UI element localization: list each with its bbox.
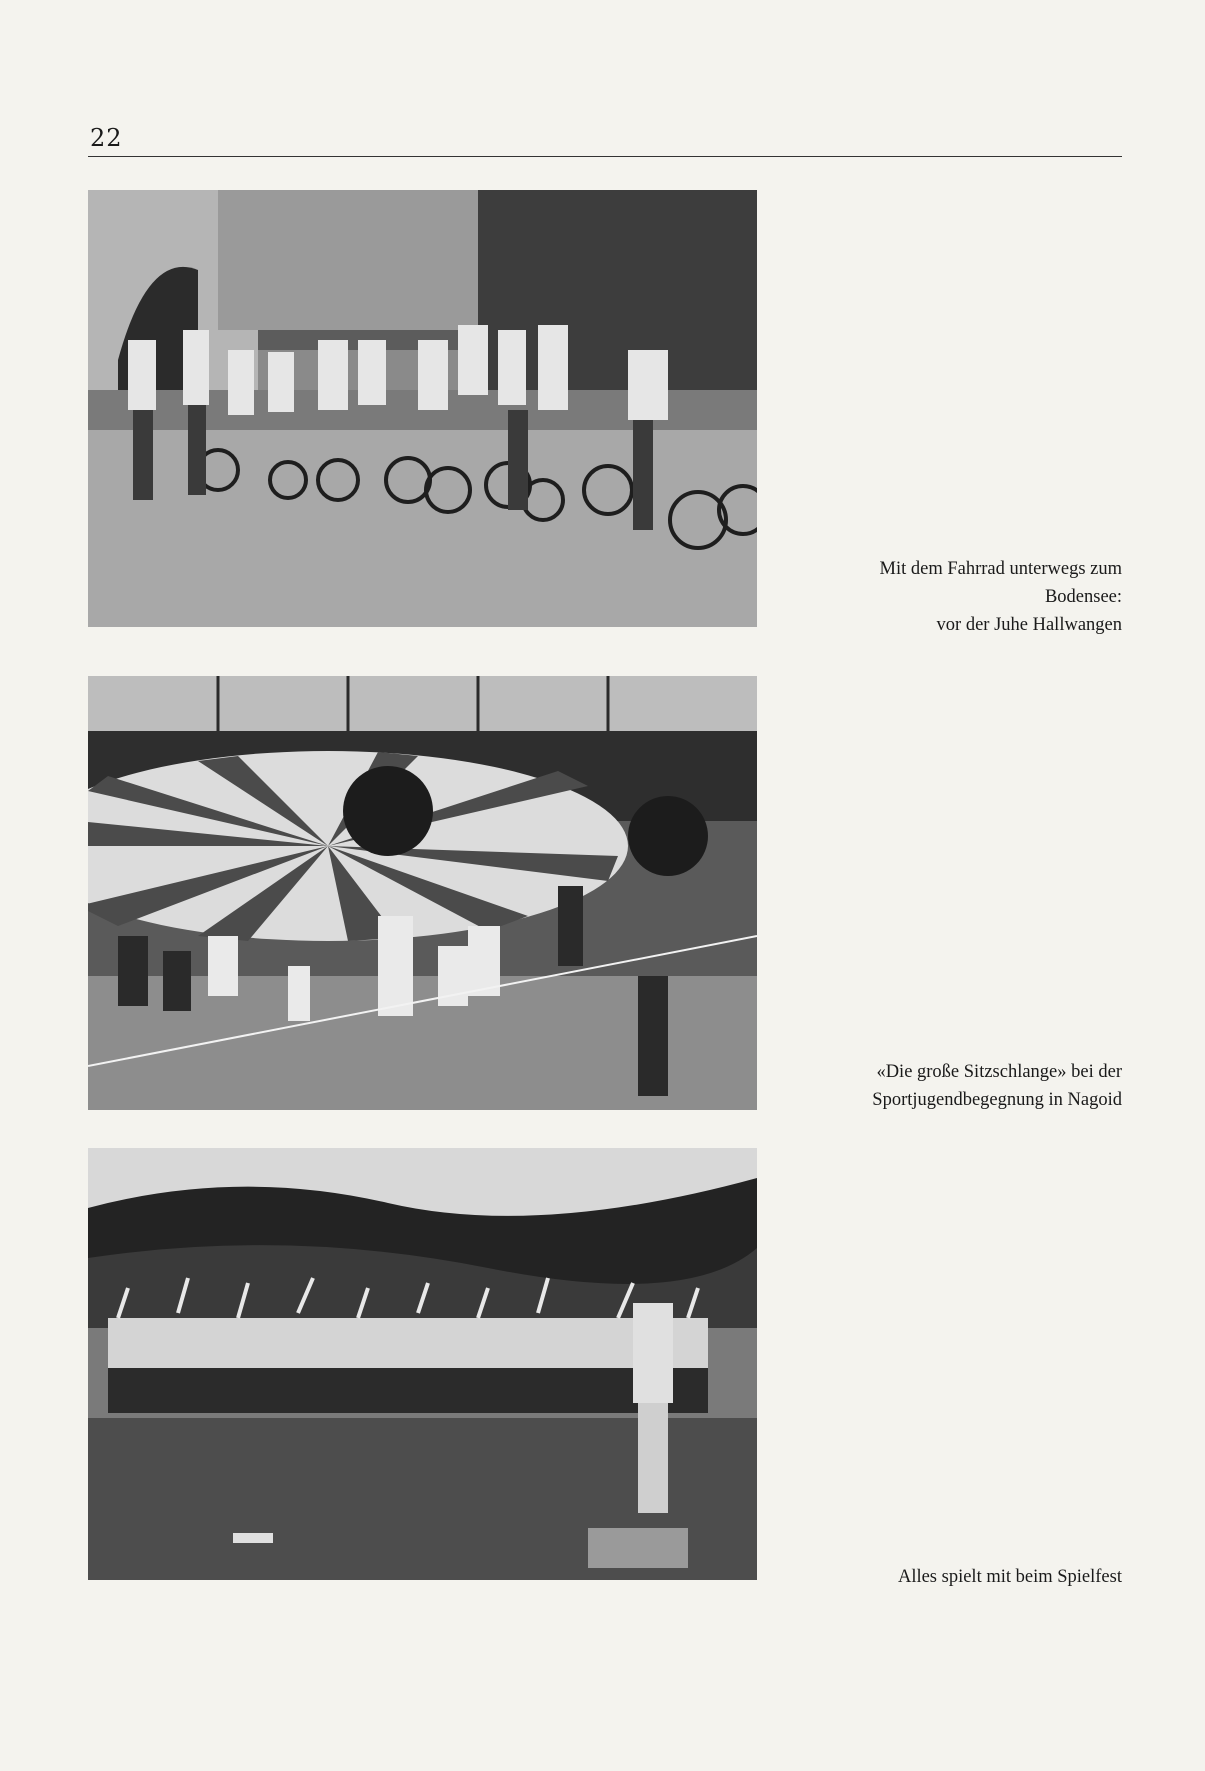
caption-line: Sportjugendbegegnung in Nagoid [872, 1090, 1122, 1110]
outdoor-caption [898, 1563, 1122, 1591]
page-number: 22 [90, 124, 123, 152]
header-rule [88, 156, 1122, 157]
caption-line: Alles spielt mit beim Spielfest [897, 1567, 1122, 1587]
caption-line: Bodensee: [1044, 587, 1122, 607]
caption-line: «Die große Sitzschlange» bei der [876, 1062, 1122, 1082]
outdoor-game-photo [88, 1148, 757, 1580]
caption-line: Mit dem Fahrrad unterwegs zum [879, 559, 1122, 579]
cycling-caption [880, 555, 1123, 639]
gym-parachute-photo [88, 676, 757, 1110]
caption-line: vor der Juhe Hallwangen [936, 615, 1122, 635]
gym-caption [872, 1058, 1122, 1114]
cycling-photo [88, 190, 757, 627]
